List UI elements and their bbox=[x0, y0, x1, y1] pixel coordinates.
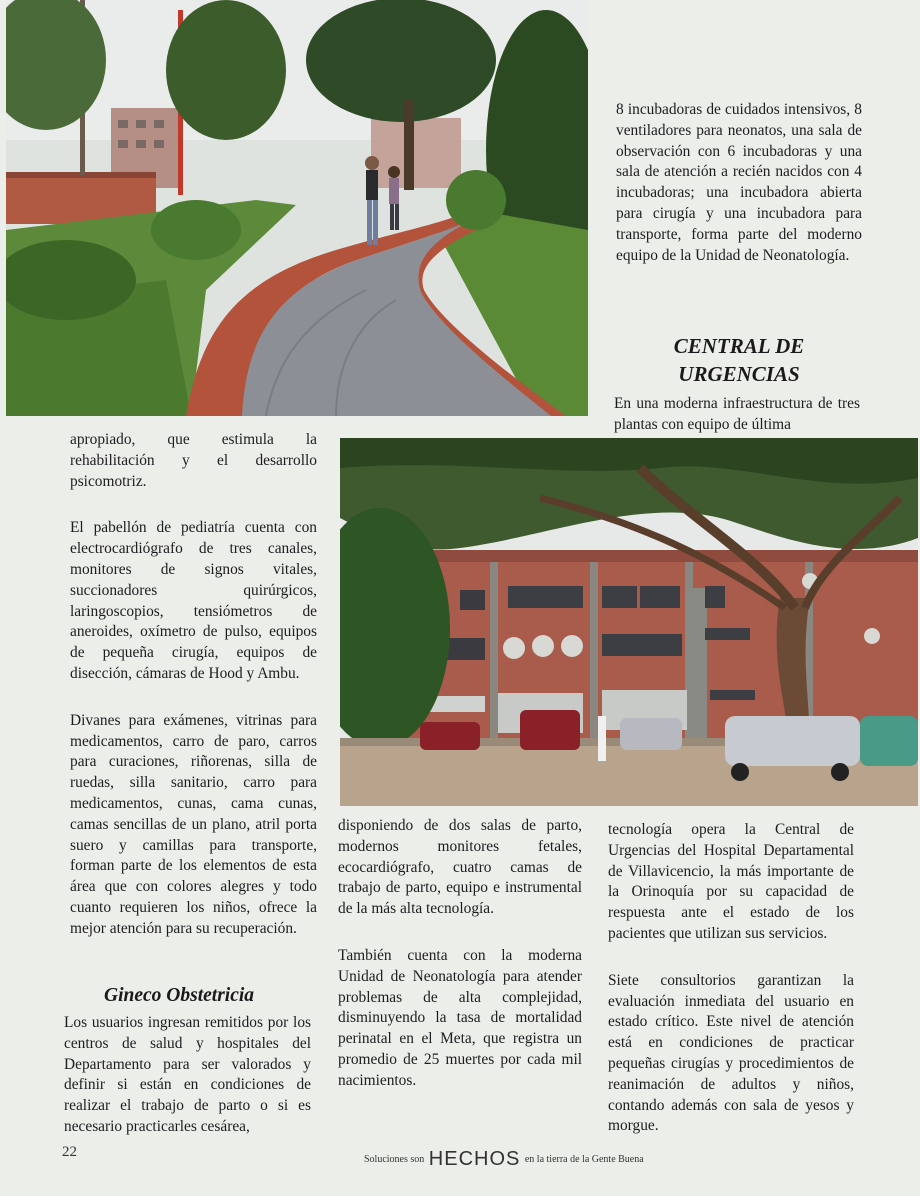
central-intro-text bbox=[614, 394, 860, 436]
top-right-text bbox=[616, 100, 862, 266]
left-paragraph-3: Divanes para exámenes, vitrinas para medicamentos, carro de paro, carros para curaciones, riñorenas, silla de ruedas, silla sanitario, carro para medicamentos, cunas, cama cunas, camas sencillas de un plano, atril porta suero y camillas para transporte, forman parte de los elementos de esta área que con colores alegres y todo cuanto requieren los niños, ofrece la mejor atención para su recuperación. bbox=[70, 711, 317, 937]
footer-prefix: Soluciones son bbox=[364, 1154, 425, 1165]
page-number: 22 bbox=[62, 1144, 77, 1160]
left-column bbox=[70, 430, 317, 940]
heading-line-1: CENTRAL DE bbox=[673, 334, 805, 358]
hospital-building-photo bbox=[340, 438, 918, 806]
left-paragraph-2: El pabellón de pediatría cuenta con electrocardiógrafo de tres canales, monitores de signos vitales, succionadores quirúrgicos, laringoscopios, tensiómetros de aneroides, oxímetro de pulso, equipos de pequeña cirugía, equipos de disección, cámaras de Hood y Ambu. bbox=[70, 519, 317, 682]
right-paragraph-2: Siete consultorios garantizan la evaluación inmediata del usuario en estado crítico. Este nivel de atención está en condiciones de practicar pequeñas cirugías y procedimientos de reanimación de adultos y niños, contando además con sala de yesos y morgue. bbox=[608, 971, 854, 1135]
gineco-obstetricia-heading: Gineco Obstetricia bbox=[104, 985, 255, 1006]
central-intro-paragraph: En una moderna infraestructura de tres plantas con equipo de última bbox=[614, 395, 860, 433]
footer-suffix: en la tierra de la Gente Buena bbox=[524, 1154, 644, 1165]
incubators-paragraph: 8 incubadoras de cuidados intensivos, 8 ventiladores para neonatos, una sala de observación con 6 incubadoras y una sala de atención a recién nacidos con 4 incubadoras; una incubadora abierta para cirugía y una incubadora para transporte, forma parte del moderno equipo de la Unidad de Neonatología. bbox=[616, 101, 862, 264]
central-urgencias-heading bbox=[616, 332, 862, 388]
footer-brand: HECHOS bbox=[428, 1148, 521, 1170]
footer-tagline bbox=[364, 1148, 644, 1171]
right-column bbox=[608, 820, 854, 1137]
middle-column bbox=[338, 816, 582, 1092]
middle-paragraph-1: disponiendo de dos salas de parto, modernos monitores fetales, ecocardiógrafo, cuatro camas de trabajo de parto, equipo e instrumental de la más alta tecnología. bbox=[338, 817, 582, 918]
heading-line-2: URGENCIAS bbox=[678, 362, 800, 386]
middle-paragraph-2: También cuenta con la moderna Unidad de Neonatología para atender problemas de alta complejidad, disminuyendo la tasa de mortalidad perinatal en el Meta, que registra un promedio de 25 muertes por cada mil nacimientos. bbox=[338, 946, 582, 1089]
left-paragraph-4: Los usuarios ingresan remitidos por los centros de salud y hospitales del Departamento para ser valorados y definir si están en condiciones de realizar el trabajo de parto o si es necesario practicarles cesárea, bbox=[64, 1014, 311, 1135]
left-paragraph-1: apropiado, que estimula la rehabilitación y el desarrollo psicomotriz. bbox=[70, 431, 317, 490]
left-column-bottom bbox=[64, 1013, 311, 1138]
garden-path-photo bbox=[6, 0, 588, 416]
right-paragraph-1: tecnología opera la Central de Urgencias del Hospital Departamental de Villavicencio, la más importante de la Orinoquía por su capacidad de respuesta ante el estado de los pacientes que utilizan sus servicios. bbox=[608, 821, 854, 942]
